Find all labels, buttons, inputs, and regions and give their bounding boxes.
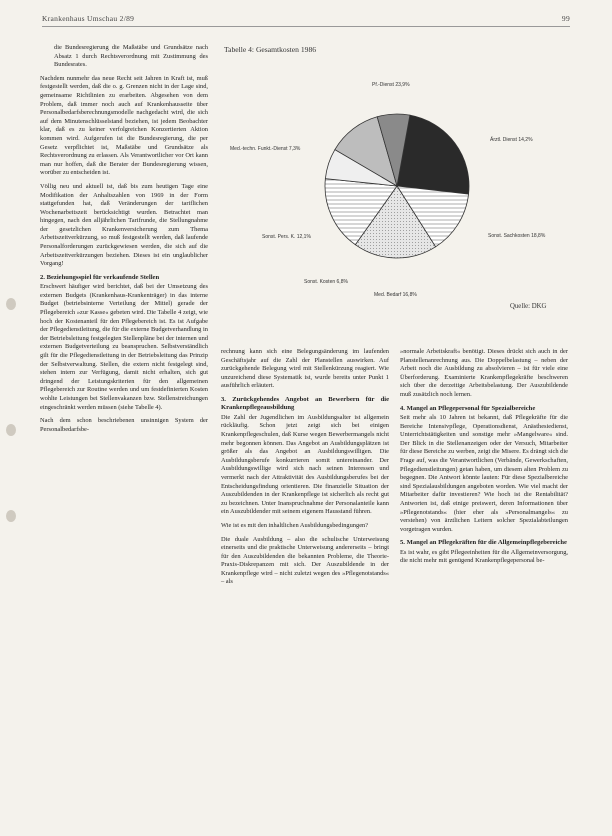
pie-slice-label: Ärztl. Dienst 14,2% — [490, 137, 533, 143]
paragraph: Nach dem schon beschriebenen unsinnigen System der Personalbedarfsbe- — [40, 417, 208, 433]
pie-chart-svg — [222, 58, 572, 318]
running-head — [42, 14, 570, 27]
section-heading: 5. Mangel an Pflegekräften für die Allgemeinpflegebereiche — [400, 539, 567, 547]
table-title: Tabelle 4: Gesamtkosten 1986 — [224, 45, 317, 54]
paragraph: Die Zahl der Jugendlichen im Ausbildungsalter ist allgemein rückläufig. Schon jetzt zeigt sich bei einigen Krankenpflegeschulen, daß Kurse wegen Bewerbermangels nicht mehr begonnen können. Das Angebot an Ausbildungsplätzen ist größer als das Angebot an Ausbildungswilligen. Die Ausbildungsberufe konkurrieren somit untereinander. Der Ausbildungswillige wird sich nach seinen Interessen und vermerkt nach der Attraktivität des Ausbildungsberufes bei der Entscheidungsfindung orientieren. Die finanzielle Situation der Auszubildenden in der Krankenpflege ist sicherlich als recht gut zu bezeichnen. Unter Inanspruchnahme der Personalanteile kann ein Auszubildender mit seinem eigenem Hausstand führen. — [221, 413, 389, 516]
paragraph: Nachdem nunmehr das neue Recht seit Jahren in Kraft ist, muß festgestellt werden, daß die o. g. Grenzen nicht in der Lage sind, gemeinsame Richtlinien zu erarbeiten. Abgesehen von dem Problem, daß immer noch auch auf Krankenhausseite über Personalbedarfsberechnungsmodelle nachgedacht wird, die sich auf dem Minutenschlüsselstand beziehen, ist jedem Beobachter klar, daß es zu keiner verfolgreichen Konzertierten Aktion kommen wird. Aufgerufen ist die Bundesregierung, die per Gesetz verpflichtet ist, Maßstäbe und Grundsätze als Rechtsverordnung zu erlassen. Als Verantwortlicher vor Ort kann man nur hoffen, daß die Berater der Bundesregierung wissen, worüber zu entscheiden ist. — [40, 74, 208, 177]
table-source: Quelle: DKG — [510, 303, 547, 310]
journal-name: Krankenhaus Umschau 2/89 — [42, 14, 135, 23]
section-heading: 2. Beziehungsspiel für verkaufende Stellen — [40, 273, 160, 281]
pie-slice-label: Med.-techn. Funkt.-Dienst 7,3% — [230, 146, 301, 152]
pie-chart — [222, 58, 572, 318]
pie-slice-label: Sonst. Kosten 6,8% — [304, 279, 348, 285]
left-column — [40, 44, 208, 439]
paragraph: die Bundesregierung die Maßstäbe und Grundsätze nach Absatz 1 durch Rechtsverordnung mit Zustimmung des Bundesrates. — [54, 44, 208, 69]
punch-hole — [6, 298, 16, 310]
paragraph: Wie ist es mit den inhaltlichen Ausbildungsbedingungen? — [221, 521, 369, 529]
punch-hole — [6, 510, 16, 522]
paragraph: Völlig neu und aktuell ist, daß bis zum heutigen Tage eine Modifikation der Anhaltszahlen von 1969 in der Form stattgefunden hat, daß Veränderungen der tariflichen Wochenarbeitszeit berücksichtigt wurden. Betrachtet man hingegen, nach den alljährlichen Tarifrunde, die Stellungnahme der gesetzlichen Krankenversicherung zum Thema Arbeitszeitverkürzung, so muß festgestellt werden, daß laufende Personalforderungen zurückgewiesen werden, die sich auf die Arbeitszeitverkürzungen beziehen. Dieses ist ein unglaublicher Vorgang! — [40, 182, 208, 268]
punch-hole — [6, 424, 16, 436]
paragraph: rechnung kann sich eine Belegungsänderung im laufenden Geschäftsjahr auf die Zahl der Planstellen auswirken. Auf zurückgehende Belegung wird mit Stellenkürzung reagiert. Wie unzureichend diese Systematik ist, wurde bereits unter Punkt 1 ausführlich erläutert. — [221, 348, 389, 390]
pie-slice-label: Sonst. Pers. K. 12,1% — [262, 234, 311, 240]
paragraph: »normale Arbeitskraft« benötigt. Dieses drückt sich auch in der Planstellenanrechnung aus. Die Doppelbelastung – neben der Arbeit noch die Ausbildung zu absolvieren – ist für viele eine Überforderung. Examinierte Krankenpflegekräfte beschweren sich über die derzeitige Arbeitsbelastung. Der Auszubildende muß zusätzlich noch lernen. — [400, 348, 568, 398]
paragraph: Die duale Ausbildung – also die schulische Unterweisung einerseits und die praktische Unterweisung andererseits – bringt für den Auszubildenden die bekannten Probleme, die Theorie-Praxis-Diskrepanzen mit sich. Der Auszubildende in der Krankenpflege wird – nicht zuletzt wegen des »Pflegenotstands« – als — [221, 535, 389, 586]
paragraph: Es ist wahr, es gibt Pflegeeinheiten für die Allgemeinversorgung, die nicht mehr mit genügend Krankenpflegepersonal be- — [400, 548, 568, 565]
paragraph: Seit mehr als 10 Jahren ist bekannt, daß Pflegekräfte für die Bereiche Intensivpflege, Operationsdienst, Anästhesiedienst, Unterrichtstätigkeiten und sonstige mehr »Mangelware« sind. Der Blick in die Stellenanzeigen oder der Versuch, Mitarbeiter für diese Bereiche zu werben, zeigt die Misere. Es drängt sich die Frage auf, was die Verantwortlichen (Verbände, Gewerkschaften, Pflegedienstleitungen) getan haben, um diesem alten Problem zu begegnen. Die Antwort könnte lauten: Für diese Spezialbereiche sind Spezialausbildungen angeboten worden. Wie viel macht der Mitarbeiter dafür investieren? Wie hoch ist die Rentabilität? Antworten ist, daß einige preiswert, deren Informationen über »Pflegenotstands« (hier eher als »Personalmangels« zu verstehen) von ärztlichen Leitern solcher Spezialabteilungen vorgetragen wurden. — [400, 413, 568, 533]
page-number: 99 — [561, 14, 570, 23]
pie-slice-label: Pf.-Dienst 23,9% — [372, 82, 410, 88]
right-column — [400, 348, 568, 571]
section-heading: 4. Mangel an Pflegepersonal für Spezialbereiche — [400, 404, 536, 412]
middle-column — [221, 348, 389, 592]
section-heading: 3. Zurückgehendes Angebot an Bewerbern für die Krankenpflegeausbildung — [221, 395, 389, 412]
paragraph: Erschwert häufiger wird berichtet, daß bei der Umsetzung des externen Budgets (Krankenhaus-Krankenträger) in das interne Budget (betriebsinterne Verteilung der Mittel) gerade der Pflegebereich »zur Kasse« gebeten wird. Die Tabelle 4 zeigt, wie hoch der Kostenanteil für den Pflegebereich ist. Es ist Aufgabe der Pflegedienstleitung, die für die externe Budgetverhandlung in der Betriebsleitung festgelegten Stellenpläne bei der internen und externen Budgetverteilung zu beanspruchen. Selbstverständlich gilt für die Pflegedienstleitung in der Betriebsleitung das Prinzip der Selbstverwaltung. Stellen, die extern nicht festgelegt sind, stehen intern zur Verfügung, damit nicht erhalten, sich gut dringend der Leistungskriterien für den allgemeinen Pflegebereich zur Routine werden und um festdefinierten Kosten wohlte Leistungen bei Stellenvakanzen bzw. Stellenstreichungen eingeschränkt werden müssen (siehe Tabelle 4). — [40, 283, 208, 411]
pie-slice-label: Sonst. Sachkosten 18,8% — [488, 233, 546, 239]
pie-slice-label: Med. Bedarf 16,8% — [374, 292, 417, 298]
